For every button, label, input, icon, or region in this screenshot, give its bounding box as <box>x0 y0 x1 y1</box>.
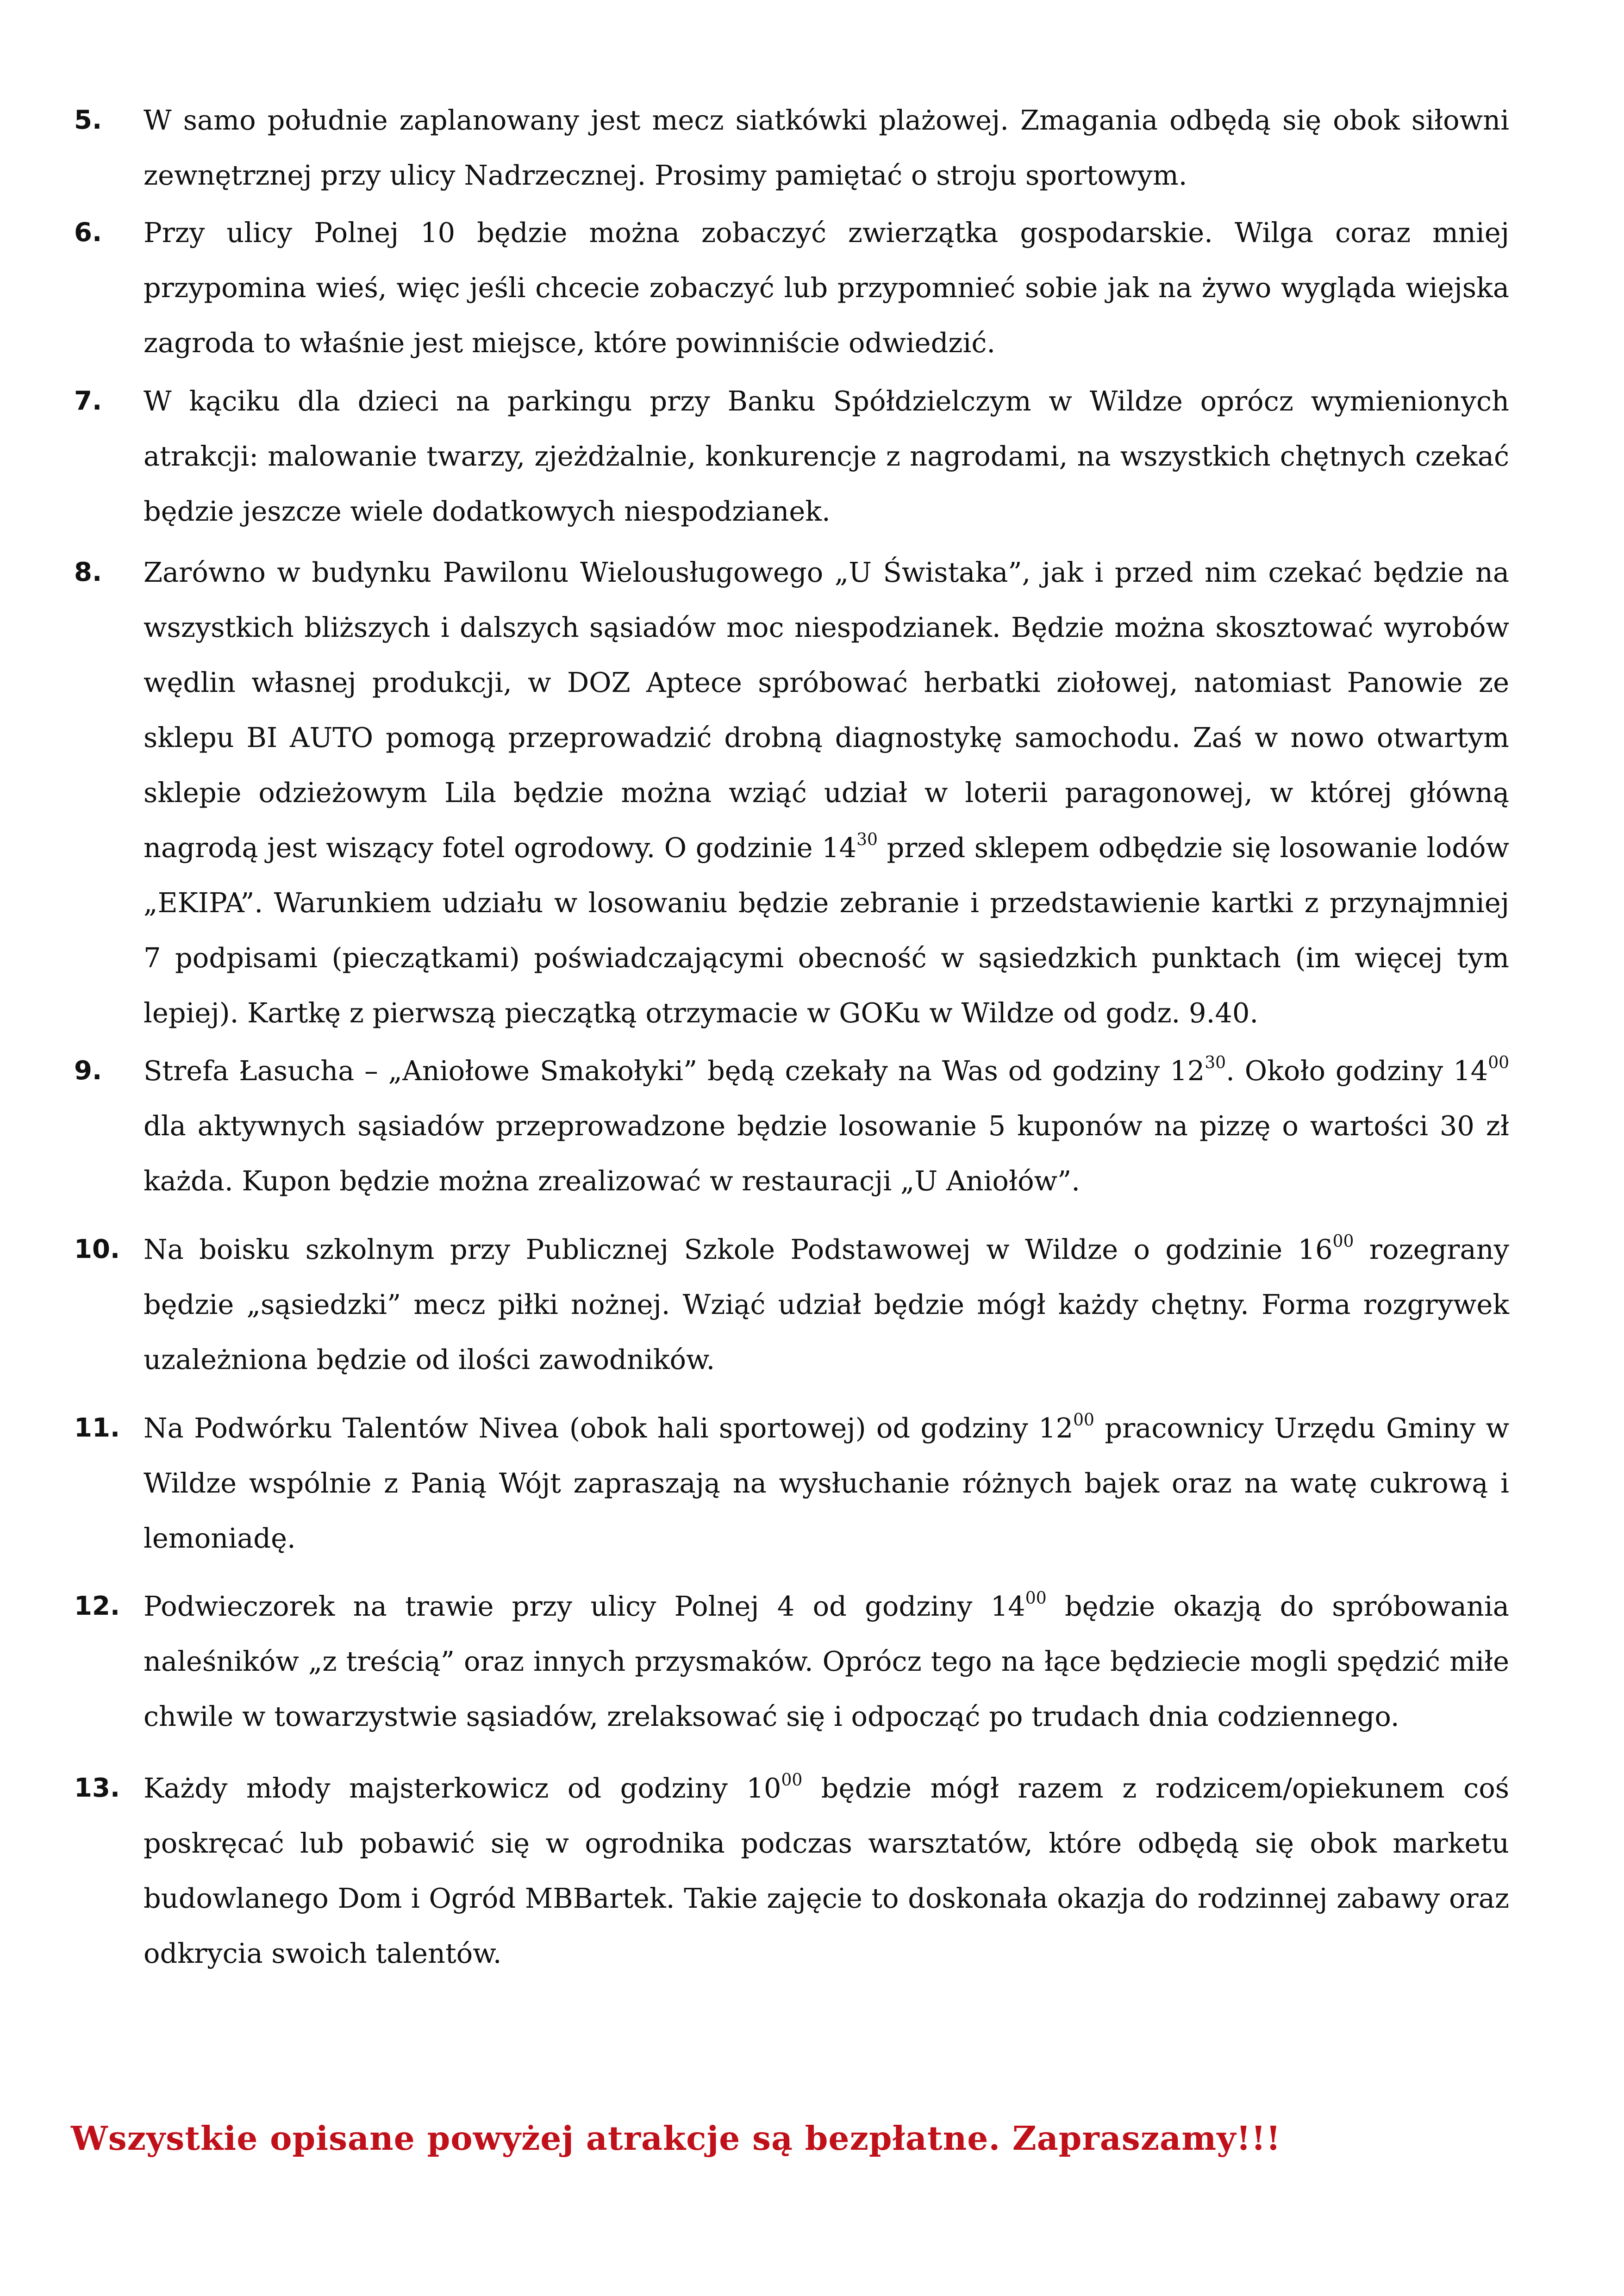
closing-statement: Wszystkie opisane powyżej atrakcje są bezpłatne. Zapraszamy!!! <box>71 2119 1281 2158</box>
list-item <box>74 373 1509 539</box>
text-segment: dla aktywnych sąsiadów przeprowadzone będzie losowanie 5 kuponów na pizzę o wartości 30 zł każda. Kupon będzie można zrealizować w restauracji „U Aniołów”. <box>144 1110 1509 1197</box>
item-number: 13. <box>74 1773 120 1803</box>
item-number: 8. <box>74 557 102 587</box>
item-text: Przy ulicy Polnej 10 będzie można zobaczyć zwierzątka gospodarskie. Wilga coraz mniej przypomina wieś, więc jeśli chcecie zobaczyć lub przypomnieć sobie jak na żywo wygląda wiejska zagroda to właśnie jest miejsce, które powinniście odwiedzić. <box>144 217 1509 359</box>
text-segment: przed sklepem odbędzie się losowanie lodów „EKIPA”. Warunkiem udziału w losowaniu będzie zebranie i przedstawienie kartki z przynajmniej 7 podpisami (pieczątkami) poświadczającymi obecność w sąsiedzkich punktach (im więcej tym lepiej). Kartkę z pierwszą pieczątką otrzymacie w GOKu w Wildze od godz. 9.40. <box>144 832 1509 1029</box>
list-item <box>74 1043 1509 1208</box>
time-superscript: 00 <box>781 1771 803 1790</box>
time-superscript: 00 <box>1025 1589 1047 1608</box>
text-segment: Podwieczorek na trawie przy ulicy Polnej 4 od godziny 14 <box>144 1590 1025 1622</box>
text-segment: . Około godziny 14 <box>1226 1055 1488 1087</box>
list-item <box>74 545 1509 1040</box>
text-segment: Zarówno w budynku Pawilonu Wielousługowego „U Świstaka”, jak i przed nim czekać będzie na wszystkich bliższych i dalszych sąsiadów moc niespodzianek. Będzie można skosztować wyrobów wędlin własnej produkcji, w DOZ Aptece spróbować herbatki ziołowej, natomiast Panowie ze sklepu BI AUTO pomogą przeprowadzić drobną diagnostykę samochodu. Zaś w nowo otwartym sklepie odzieżowym Lila będzie można wziąć udział w loterii paragonowej, w której główną nagrodą jest wiszący fotel ogrodowy. O godzinie 14 <box>144 556 1509 864</box>
text-segment: Na boisku szkolnym przy Publicznej Szkole Podstawowej w Wildze o godzinie 16 <box>144 1233 1333 1265</box>
item-number: 10. <box>74 1234 120 1264</box>
text-segment: będzie okazją do spróbowania naleśników „z treścią” oraz innych przysmaków. Oprócz tego na łące będziecie mogli spędzić miłe chwile w towarzystwie sąsiadów, zrelaksować się i odpocząć po trudach dnia codziennego. <box>144 1590 1509 1732</box>
item-text <box>144 1761 1509 1981</box>
item-text <box>144 1222 1509 1387</box>
time-superscript: 30 <box>1205 1053 1226 1072</box>
item-number: 12. <box>74 1591 120 1621</box>
text-segment: rozegrany będzie „sąsiedzki” mecz piłki nożnej. Wziąć udział będzie mógł każdy chętny. Forma rozgrywek uzależniona będzie od ilości zawodników. <box>144 1233 1509 1375</box>
item-number: 11. <box>74 1413 120 1443</box>
item-text: W kąciku dla dzieci na parkingu przy Banku Spółdzielczym w Wildze oprócz wymienionych atrakcji: malowanie twarzy, zjeżdżalnie, konkurencje z nagrodami, na wszystkich chętnych czekać będzie jeszcze wiele dodatkowych niespodzianek. <box>144 385 1509 527</box>
list-item <box>74 1579 1509 1744</box>
item-number: 7. <box>74 386 102 416</box>
text-segment: pracownicy Urzędu Gminy w Wildze wspólnie z Panią Wójt zapraszają na wysłuchanie różnych bajek oraz na watę cukrową i lemoniadę. <box>144 1412 1509 1554</box>
item-text <box>144 545 1509 1040</box>
time-superscript: 00 <box>1332 1232 1354 1251</box>
list-item <box>74 205 1509 370</box>
list-item <box>74 1222 1509 1387</box>
time-superscript: 30 <box>856 830 878 849</box>
item-number: 9. <box>74 1056 102 1086</box>
text-segment: Strefa Łasucha – „Aniołowe Smakołyki” będą czekały na Was od godziny 12 <box>144 1055 1205 1087</box>
time-superscript: 00 <box>1073 1411 1094 1430</box>
attractions-list <box>74 93 1509 1981</box>
list-item <box>74 93 1509 203</box>
item-number: 5. <box>74 105 102 135</box>
item-text <box>144 1579 1509 1744</box>
text-segment: Na Podwórku Talentów Nivea (obok hali sportowej) od godziny 12 <box>144 1412 1074 1444</box>
text-segment: Każdy młody majsterkowicz od godziny 10 <box>144 1772 781 1804</box>
text-segment: będzie mógł razem z rodzicem/opiekunem coś poskręcać lub pobawić się w ogrodnika podczas warsztatów, które odbędą się obok marketu budowlanego Dom i Ogród MBBartek. Takie zajęcie to doskonała okazja do rodzinnej zabawy oraz odkrycia swoich talentów. <box>144 1772 1509 1969</box>
item-text <box>144 1043 1509 1208</box>
item-text: W samo południe zaplanowany jest mecz siatkówki plażowej. Zmagania odbędą się obok siłowni zewnętrznej przy ulicy Nadrzecznej. Prosimy pamiętać o stroju sportowym. <box>144 104 1509 191</box>
time-superscript: 00 <box>1488 1053 1509 1072</box>
item-number: 6. <box>74 218 102 248</box>
list-item <box>74 1761 1509 1981</box>
item-text <box>144 1400 1509 1566</box>
list-item <box>74 1400 1509 1566</box>
